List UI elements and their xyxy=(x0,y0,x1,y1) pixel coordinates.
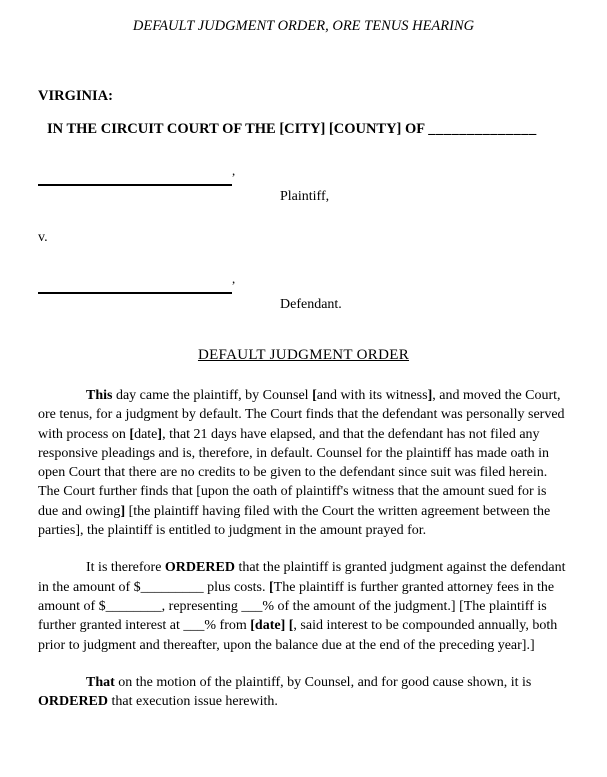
plaintiff-name-rule xyxy=(38,170,232,186)
order-paragraph: That on the motion of the plaintiff, by Counsel, and for good cause shown, it is ORDERED that execution issue herewith. xyxy=(38,674,532,710)
defendant-label: Defendant. xyxy=(280,297,342,312)
document-header-title: DEFAULT JUDGMENT ORDER, ORE TENUS HEARING xyxy=(132,18,475,34)
court-title-text: IN THE CIRCUIT COURT OF THE [CITY] [COUNTY] OF xyxy=(47,121,429,137)
defendant-name-rule xyxy=(38,278,232,294)
state-label: VIRGINIA: xyxy=(38,88,113,104)
plaintiff-name-line xyxy=(38,163,569,185)
court-name-blank: ______________ xyxy=(428,121,537,137)
order-heading: DEFAULT JUDGMENT ORDER xyxy=(197,347,410,363)
case-caption xyxy=(38,163,569,313)
order-paragraph: This day came the plaintiff, by Counsel [and with its witness], and moved the Court, ore tenus, for a judgment by default. The Court finds that the defendant was personally served with process on [date], that 21 days have elapsed, and that the defendant has not filed any responsive pleadings and is, therefore, in default. Counsel for the plaintiff has made oath in open Court that there are no credits to be given to the defendant since suit was filed herein. The Court further finds that [upon the oath of plaintiff's witness that the amount sued for is due and owing] [the plaintiff having filed with the Court the written agreement between the parties], the plaintiff is entitled to judgment in the amount prayed for. xyxy=(38,388,565,539)
plaintiff-label: Plaintiff, xyxy=(280,189,330,204)
defendant-line-comma: , xyxy=(232,271,236,286)
order-body xyxy=(38,386,569,711)
defendant-name-line xyxy=(38,271,569,293)
plaintiff-line-comma: , xyxy=(232,163,236,178)
versus-label: v. xyxy=(38,230,48,245)
court-title xyxy=(47,121,569,138)
order-paragraph: It is therefore ORDERED that the plaintiff is granted judgment against the defendant in the amount of $_________ plus costs. [The plaintiff is further granted attorney fees in the amount of $________, representing ___% of the amount of the judgment.] [The plaintiff is further granted interest at ___% from [date] [, said interest to be compounded annually, both prior to judgment and thereafter, upon the balance due at the end of the preceding year].] xyxy=(38,560,566,653)
